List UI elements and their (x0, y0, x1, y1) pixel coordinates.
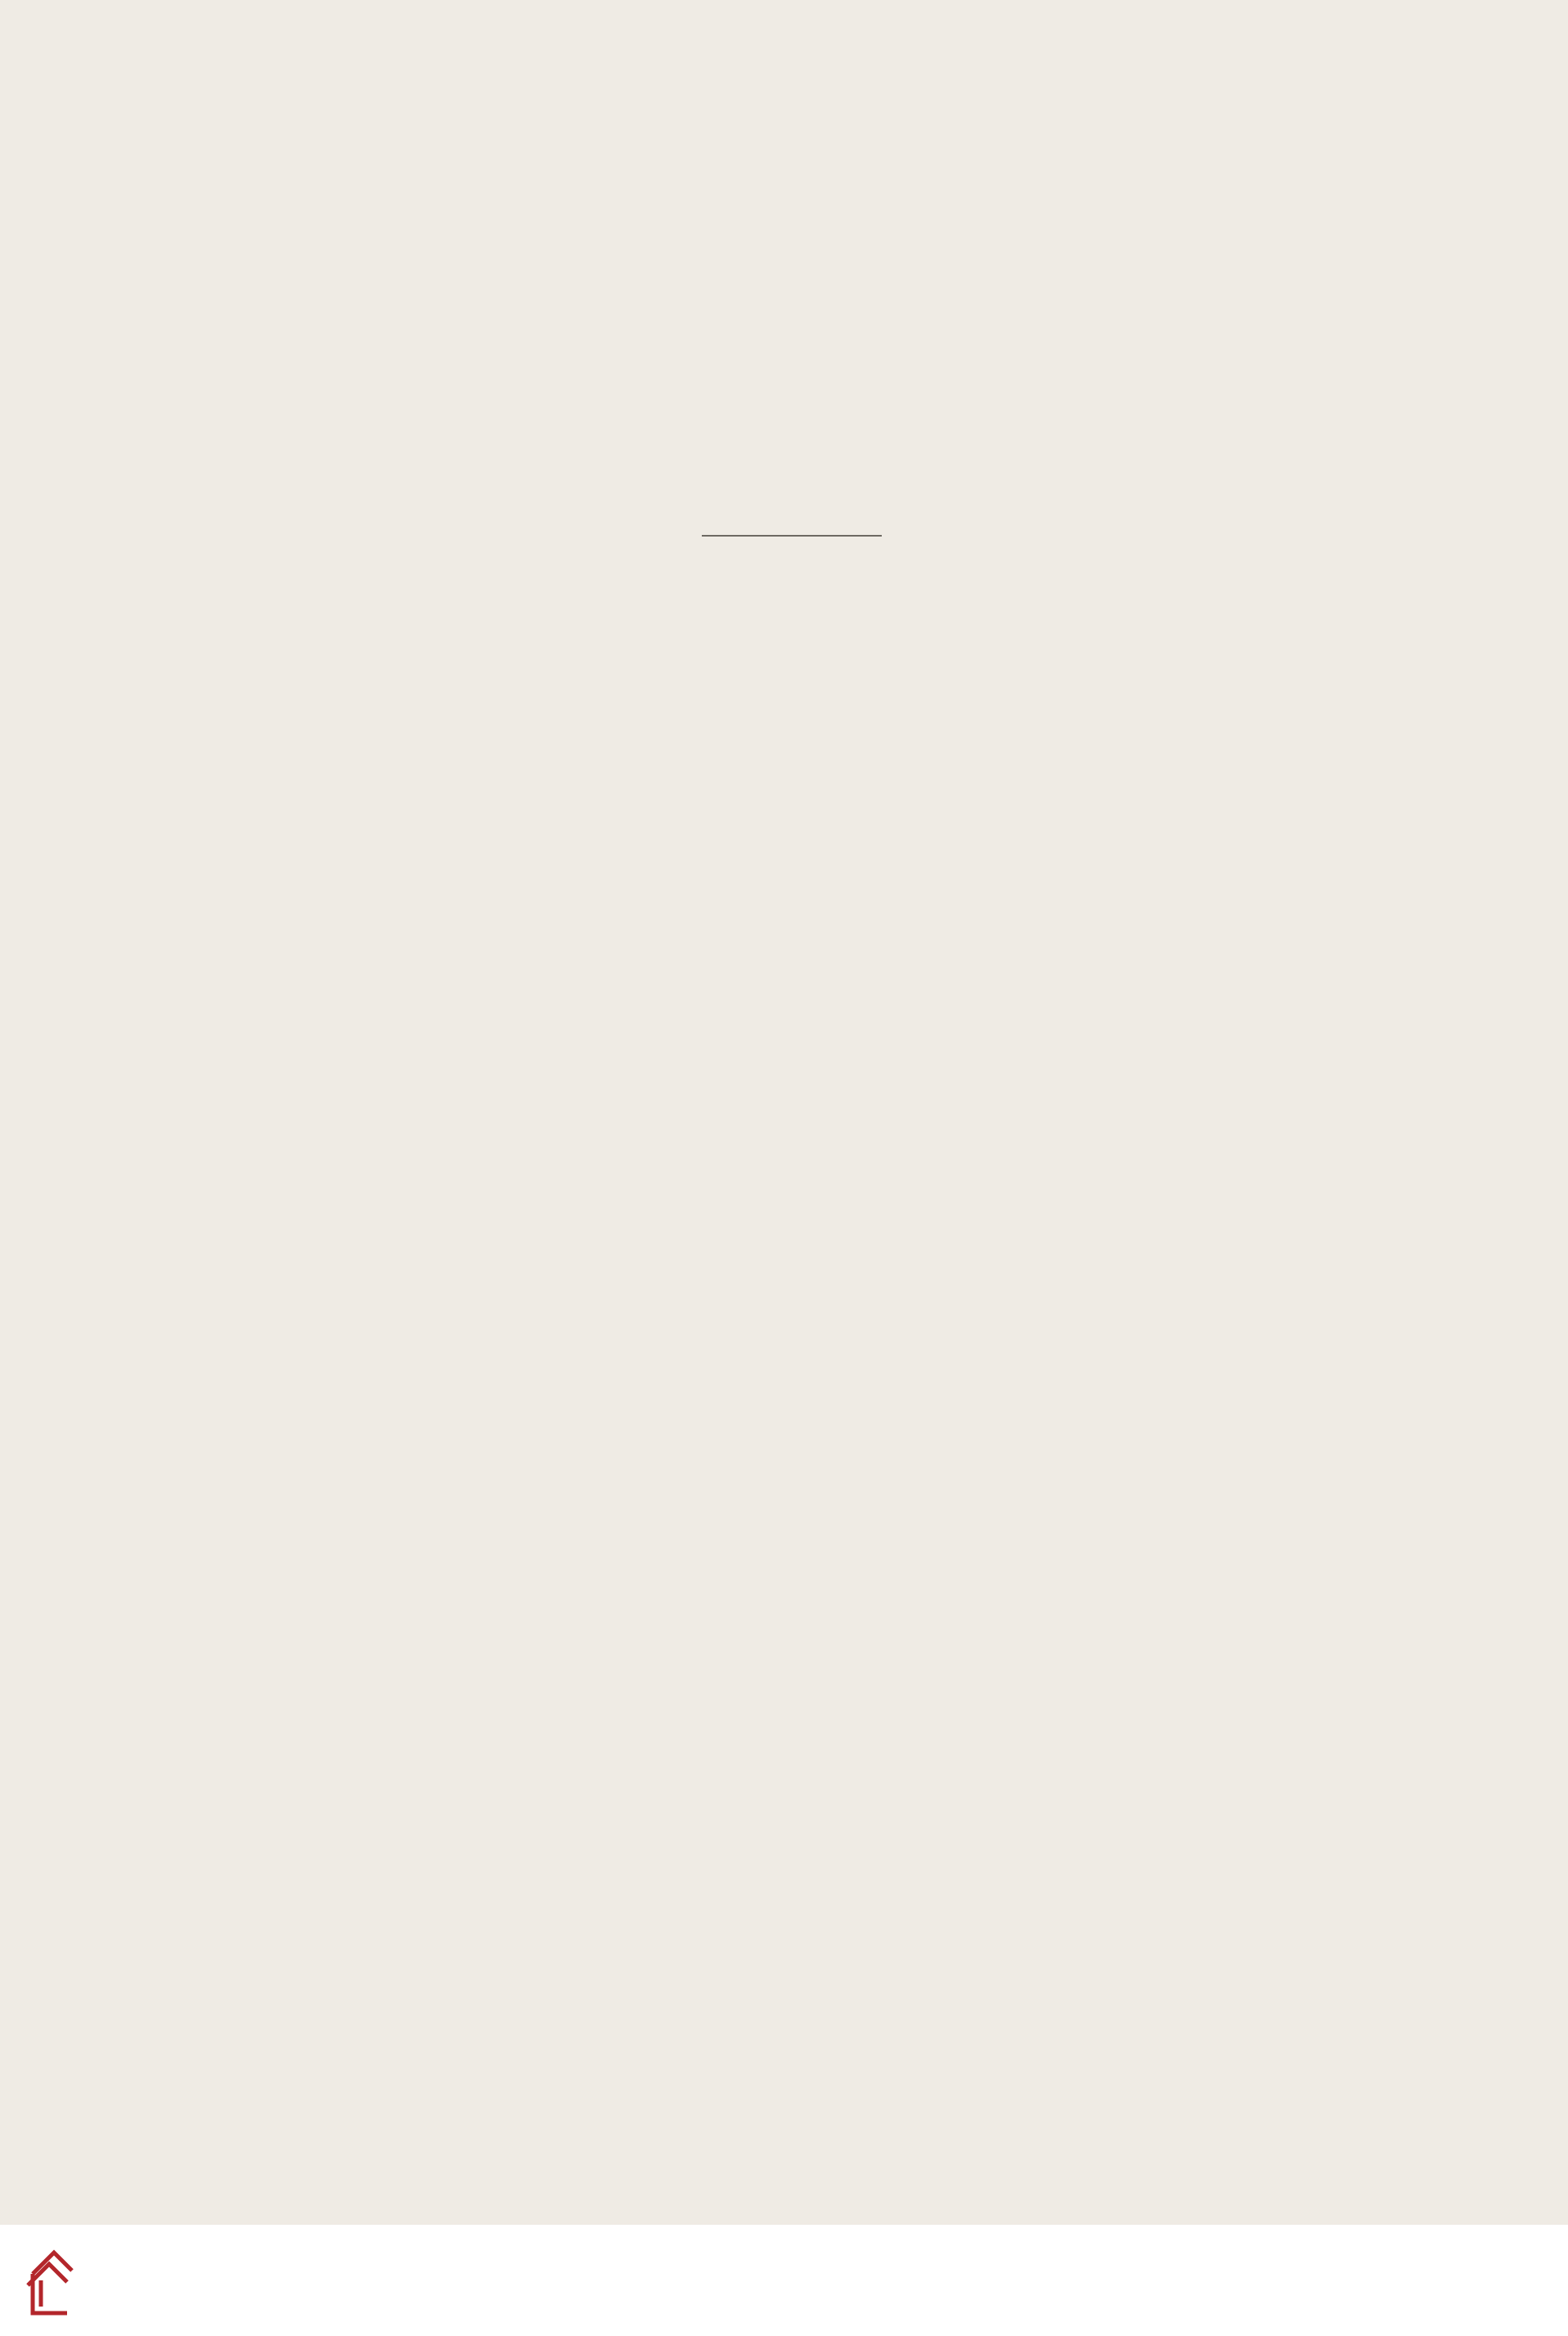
footer-bar (0, 2225, 1568, 2336)
library-logo-icon (21, 2241, 79, 2320)
